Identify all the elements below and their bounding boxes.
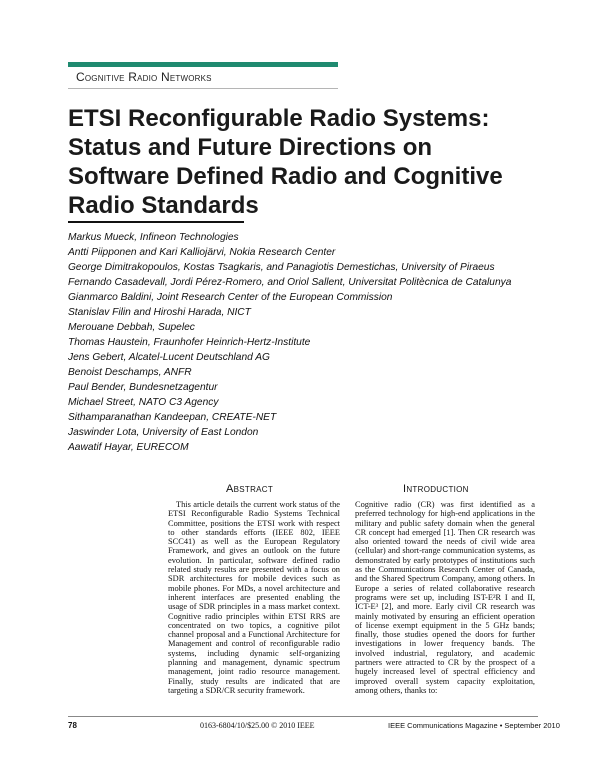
abstract-heading: Abstract [226, 483, 274, 495]
title-rule [68, 221, 244, 223]
section-divider [68, 88, 338, 89]
article-title: ETSI Reconfigurable Radio Systems: Status and Future Directions on Software Defined Radio and Cognitive Radio Standards [68, 105, 503, 219]
section-label: Cognitive Radio Networks [76, 70, 212, 84]
abstract-paragraph: This article details the current work status of the ETSI Reconfigurable Radio Systems Technical Committee, positions the ETSI work with respect to other standards efforts (IEEE 802, IEEE SCC41) as well as the European Regulatory Framework, and gives an outlook on the future evolution. In particular, software defined radio related study results are presented with a focus on SDR architectures for mobile devices such as mobile phones. For MDs, a novel architecture and inherent interfaces are presented enabling the usage of SDR principles in a mass market context. Cognitive radio principles within ETSI RRS are concentrated on two topics, a cognitive pilot channel proposal and a Functional Architecture for Management and control of reconfigurable radio systems, including dynamic self-organizing planning and management, dynamic spectrum management, joint radio resource management. Finally, study results are indicated that are targeting a SDR/CR security framework. [168, 500, 340, 695]
author-line: Paul Bender, Bundesnetzagentur [68, 382, 218, 393]
author-line: Stanislav Filin and Hiroshi Harada, NICT [68, 307, 251, 318]
journal-info: IEEE Communications Magazine • September 2010 [388, 721, 560, 730]
author-line: Benoist Deschamps, ANFR [68, 367, 192, 378]
author-line: Antti Piipponen and Kari Kalliojärvi, Nokia Research Center [68, 247, 336, 258]
introduction-body [355, 500, 535, 695]
author-line: Thomas Haustein, Fraunhofer Heinrich-Hertz-Institute [68, 337, 311, 348]
section-accent-bar [68, 62, 338, 67]
author-line: Aawatif Hayar, EURECOM [68, 442, 189, 453]
abstract-body [168, 500, 340, 695]
author-list [68, 230, 548, 455]
author-line: Michael Street, NATO C3 Agency [68, 397, 219, 408]
page-number: 78 [68, 721, 77, 730]
introduction-paragraph: Cognitive radio (CR) was first identified as a preferred technology for high-end applications in the military and public safety domain when the general CR concept had emerged [1]. Then CR research was also oriented toward the needs of civil wide area (cellular) and short-range communication systems, as demonstrated by early prototypes of institutions such as the Communications Research Center of Canada, and the Shared Spectrum Company, among others. In Europe a series of related collaborative research programs were set up, including IST-E²R I and II, ICT-E³ [2], and more. Early civil CR research was mainly motivated by ensuring an efficient operation of license exempt equipment in the 5 GHz bands; finally, those studies opened the doors for further investigations in lower frequency bands. The involved industrial, regulatory, and academic partners were attracted to CR by the prospect of a hugely increased level of spectral efficiency and improved overall system capacity exploitation, among others, thanks to: [355, 500, 535, 695]
author-line: Markus Mueck, Infineon Technologies [68, 232, 239, 243]
footer-divider [68, 716, 538, 717]
author-line: Gianmarco Baldini, Joint Research Center of the European Commission [68, 292, 393, 303]
author-line: Fernando Casadevall, Jordi Pérez-Romero, and Oriol Sallent, Universitat Politècnica de Catalunya [68, 277, 512, 288]
author-line: Merouane Debbah, Supelec [68, 322, 195, 333]
author-line: Sithamparanathan Kandeepan, CREATE-NET [68, 412, 277, 423]
author-line: Jaswinder Lota, University of East London [68, 427, 259, 438]
author-line: Jens Gebert, Alcatel-Lucent Deutschland AG [68, 352, 270, 363]
author-line: George Dimitrakopoulos, Kostas Tsagkaris, and Panagiotis Demestichas, University of Piraeus [68, 262, 495, 273]
copyright-code: 0163-6804/10/$25.00 © 2010 IEEE [200, 721, 315, 730]
introduction-heading: Introduction [403, 483, 469, 495]
